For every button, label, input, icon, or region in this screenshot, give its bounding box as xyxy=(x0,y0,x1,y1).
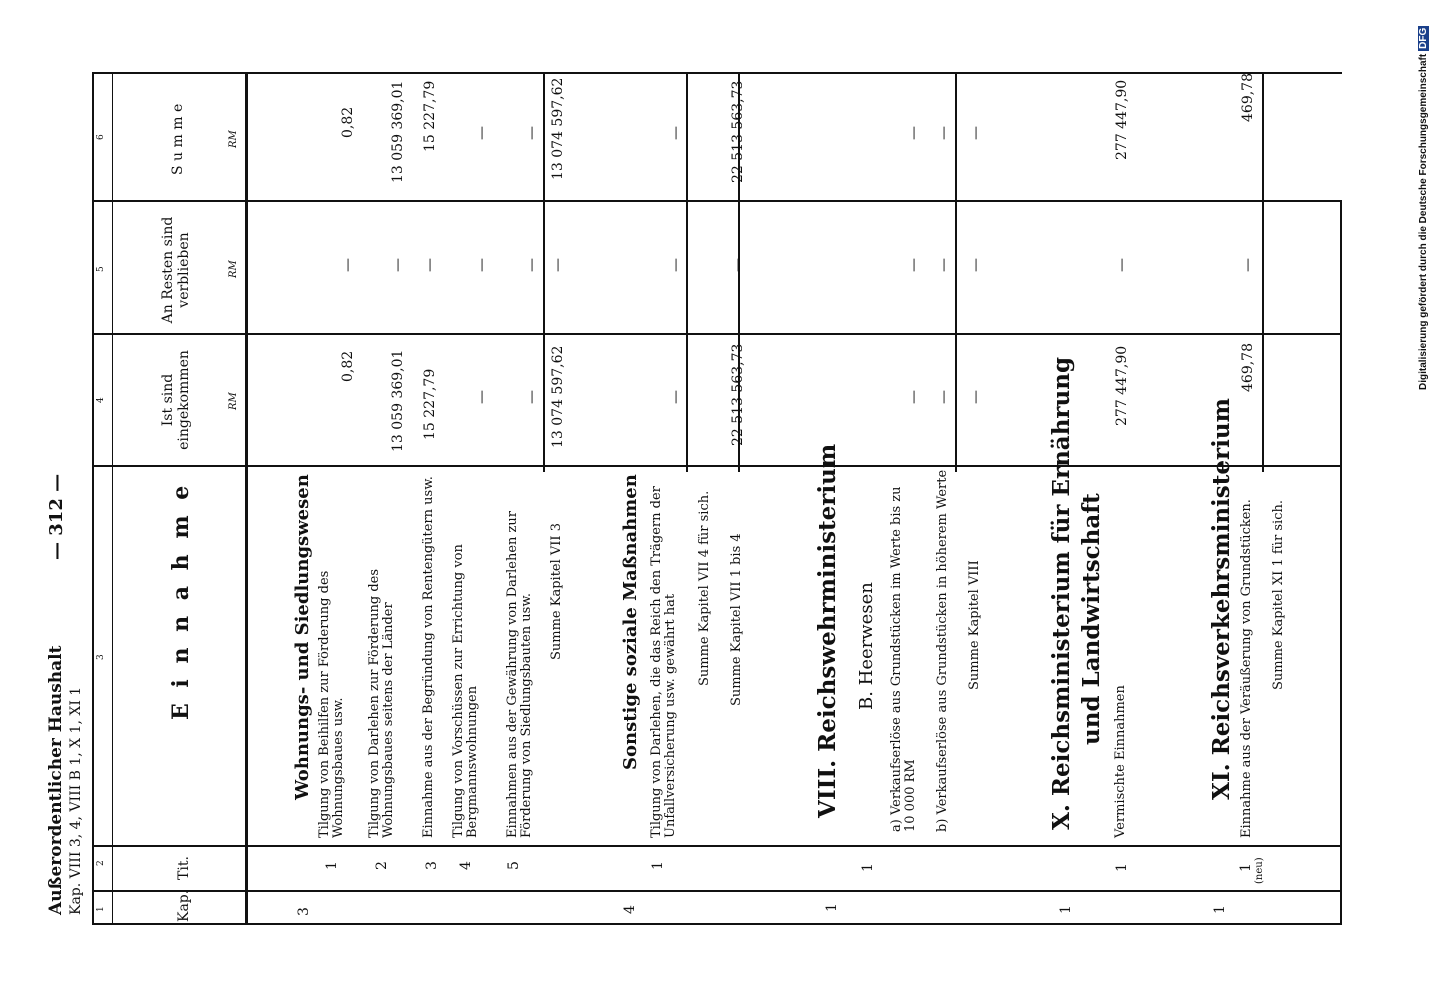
heading-wehr: VIII. Reichswehrministerium xyxy=(814,443,841,818)
kap-wehr: 1 xyxy=(824,903,840,912)
row-wohnung-5-reste: — xyxy=(524,258,540,272)
row-wohnung-3-text: Einnahme aus der Begründung von Rentengütern usw. xyxy=(421,476,436,838)
total-wohnung-summe: 13 074 597,62 xyxy=(550,77,566,180)
col-heading-tit: Tit. xyxy=(176,856,192,880)
rule-right-edge xyxy=(1340,200,1342,924)
row-wehr-b-text: b) Verkaufserlöse aus Grundstücken in höherem Werte xyxy=(935,469,950,832)
row-wohnung-4-summe: — xyxy=(474,126,490,140)
dfg-badge: DFG xyxy=(1418,27,1429,49)
row-wohnung-4-text: Tilgung von Vorschüssen zur Errichtung von Bergmannswohnungen xyxy=(451,544,480,838)
rule-header-bottom xyxy=(245,72,248,924)
row-wohnung-3-ist: 15 227,79 xyxy=(422,368,438,440)
row-wohnung-1-reste: — xyxy=(340,258,356,272)
row-wehr-b-summe: — xyxy=(936,126,952,140)
rule-col5-top xyxy=(92,200,1342,202)
row-verkehr-text: Einnahme aus der Veräußerung von Grundstücken. xyxy=(1239,499,1254,838)
digitization-note-text: Digitalisierung gefördert durch die Deutsche Forschungsgemeinschaft xyxy=(1418,53,1429,390)
col-number-1: 1 xyxy=(96,906,106,912)
rule-col2-top xyxy=(92,845,1342,847)
kap-wohnung: 3 xyxy=(296,907,312,916)
total-verkehr-label: Summe Kapitel XI 1 für sich. xyxy=(1271,500,1286,690)
col-unit-summe: RM xyxy=(228,130,239,148)
row-wohnung-1-text: Tilgung von Beihilfen zur Förderung des Wohnungsbaues usw. xyxy=(317,570,346,838)
row-wehr-b-ist: — xyxy=(936,390,952,404)
rule-col1-top xyxy=(92,890,1342,892)
tit-sozial-1: 1 xyxy=(650,861,666,870)
col-heading-summe: S u m m e xyxy=(170,103,186,175)
col-number-5: 5 xyxy=(96,266,106,272)
row-wohnung-2-text: Tilgung von Darlehen zur Förderung des Wohnungsbaues seitens der Länder xyxy=(367,568,396,838)
row-verkehr-reste: — xyxy=(1240,258,1256,272)
col-unit-reste: RM xyxy=(228,260,239,278)
total-wehr-summe: — xyxy=(968,126,984,140)
row-wohnung-1-ist: 0,82 xyxy=(340,350,356,382)
tit-wohnung-4: 4 xyxy=(458,861,474,870)
col-number-2: 2 xyxy=(96,860,106,866)
row-ernaehrung-summe: 277 447,90 xyxy=(1114,79,1130,160)
row-wohnung-5-text: Einnahmen aus der Gewährung von Darlehen zur Förderung von Siedlungsbauten usw. xyxy=(505,511,534,838)
digitization-note xyxy=(1418,26,1429,390)
total-wohnung-ist: 13 074 597,62 xyxy=(550,345,566,448)
row-wehr-a-summe: — xyxy=(906,126,922,140)
row-wohnung-5-ist: — xyxy=(524,390,540,404)
heading-sozial: Sonstige soziale Maßnahmen xyxy=(620,474,641,770)
document-subtitle: Kap. VIII 3, 4, VIII B 1, X 1, XI 1 xyxy=(68,686,84,915)
kap-ernaehrung: 1 xyxy=(1058,905,1074,914)
total-sozial2-summe: 22 513 563,73 xyxy=(730,80,746,183)
row-wohnung-2-reste: — xyxy=(390,258,406,272)
row-wohnung-5-summe: — xyxy=(524,126,540,140)
rule-sec-wehr xyxy=(955,72,957,472)
row-wehr-b-reste: — xyxy=(936,258,952,272)
rule-outer-top xyxy=(92,72,1342,74)
row-wehr-a-reste: — xyxy=(906,258,922,272)
col-number-3: 3 xyxy=(96,654,106,660)
row-wohnung-3-reste: — xyxy=(422,258,438,272)
tit-wohnung-5: 5 xyxy=(506,861,522,870)
total-sozial2-reste: — xyxy=(730,258,746,272)
col-unit-ist: RM xyxy=(228,392,239,410)
total-wohnung-label: Summe Kapitel VII 3 xyxy=(549,523,564,660)
row-verkehr-summe: 469,78 xyxy=(1240,73,1256,122)
col-number-6: 6 xyxy=(96,134,106,140)
total-wehr-reste: — xyxy=(968,258,984,272)
total-sozial-label: Summe Kapitel VII 4 für sich. xyxy=(697,490,712,686)
rule-col4-top xyxy=(92,333,1342,335)
total-sozial2-label: Summe Kapitel VII 1 bis 4 xyxy=(729,533,744,706)
page-number: — 312 — xyxy=(46,473,67,560)
rule-outer-bottom xyxy=(92,923,1342,925)
tit-verkehr-note: (neu) xyxy=(1254,857,1265,884)
row-wohnung-4-ist: — xyxy=(474,390,490,404)
row-ernaehrung-text: Vermischte Einnahmen xyxy=(1113,685,1128,838)
row-sozial-1-text: Tilgung von Darlehen, die das Reich den Trägern der Unfallversicherung usw. gewährt hat xyxy=(649,486,678,838)
col-heading-ist: Ist sind eingekommen xyxy=(160,350,192,450)
heading-ernaehrung-1: X. Reichsministerium für Ernährung xyxy=(1048,356,1075,830)
kap-sozial: 4 xyxy=(622,905,638,914)
heading-verkehr: XI. Reichsverkehrsministerium xyxy=(1208,398,1235,800)
heading-wohnung: Wohnungs- und Siedlungswesen xyxy=(292,474,313,800)
col-number-4: 4 xyxy=(96,397,106,403)
col-heading-einnahme: E i n n a h m e xyxy=(168,481,194,720)
rule-sec-wohnung-sum xyxy=(543,72,545,472)
total-wohnung-reste: — xyxy=(550,258,566,272)
rule-col3-top xyxy=(92,465,1342,467)
row-wehr-a-ist: — xyxy=(906,390,922,404)
row-wohnung-3-summe: 15 227,79 xyxy=(422,80,438,152)
tit-verkehr-1: 1 xyxy=(1238,863,1254,872)
row-wohnung-2-summe: 13 059 369,01 xyxy=(390,80,406,183)
tit-ernaehrung-1: 1 xyxy=(1114,863,1130,872)
row-verkehr-ist: 469,78 xyxy=(1240,343,1256,392)
row-ernaehrung-reste: — xyxy=(1114,258,1130,272)
row-sozial-1-summe: — xyxy=(668,126,684,140)
row-wohnung-1-summe: 0,82 xyxy=(340,106,356,138)
total-sozial2-ist: 22 513 563,73 xyxy=(730,343,746,446)
total-wehr-label: Summe Kapitel VIII xyxy=(967,560,982,690)
tit-wohnung-3: 3 xyxy=(424,861,440,870)
row-wehr-a-text: a) Verkaufserlöse aus Grundstücken im Werte bis zu 10 000 RM xyxy=(889,486,918,832)
row-wohnung-4-reste: — xyxy=(474,258,490,272)
heading-ernaehrung-2: und Landwirtschaft xyxy=(1078,493,1105,745)
tit-wohnung-2: 2 xyxy=(374,861,390,870)
document-title: Außerordentlicher Haushalt xyxy=(46,645,66,915)
tit-wehr-1: 1 xyxy=(860,863,876,872)
row-sozial-1-reste: — xyxy=(668,258,684,272)
subheading-wehr: B. Heerwesen xyxy=(856,582,877,710)
rule-col-num-strip xyxy=(112,72,113,924)
row-ernaehrung-ist: 277 447,90 xyxy=(1114,345,1130,426)
row-sozial-1-ist: — xyxy=(668,390,684,404)
col-heading-kap: Kap. xyxy=(176,889,192,922)
rule-sec-sozial xyxy=(686,72,688,472)
col-heading-reste: An Resten sind verblieben xyxy=(160,216,192,324)
total-wehr-ist: — xyxy=(968,390,984,404)
rule-sec-ernaehrung xyxy=(1262,72,1264,472)
rule-header-left xyxy=(92,72,94,924)
kap-verkehr: 1 xyxy=(1212,905,1228,914)
row-wohnung-2-ist: 13 059 369,01 xyxy=(390,349,406,452)
tit-wohnung-1: 1 xyxy=(324,861,340,870)
